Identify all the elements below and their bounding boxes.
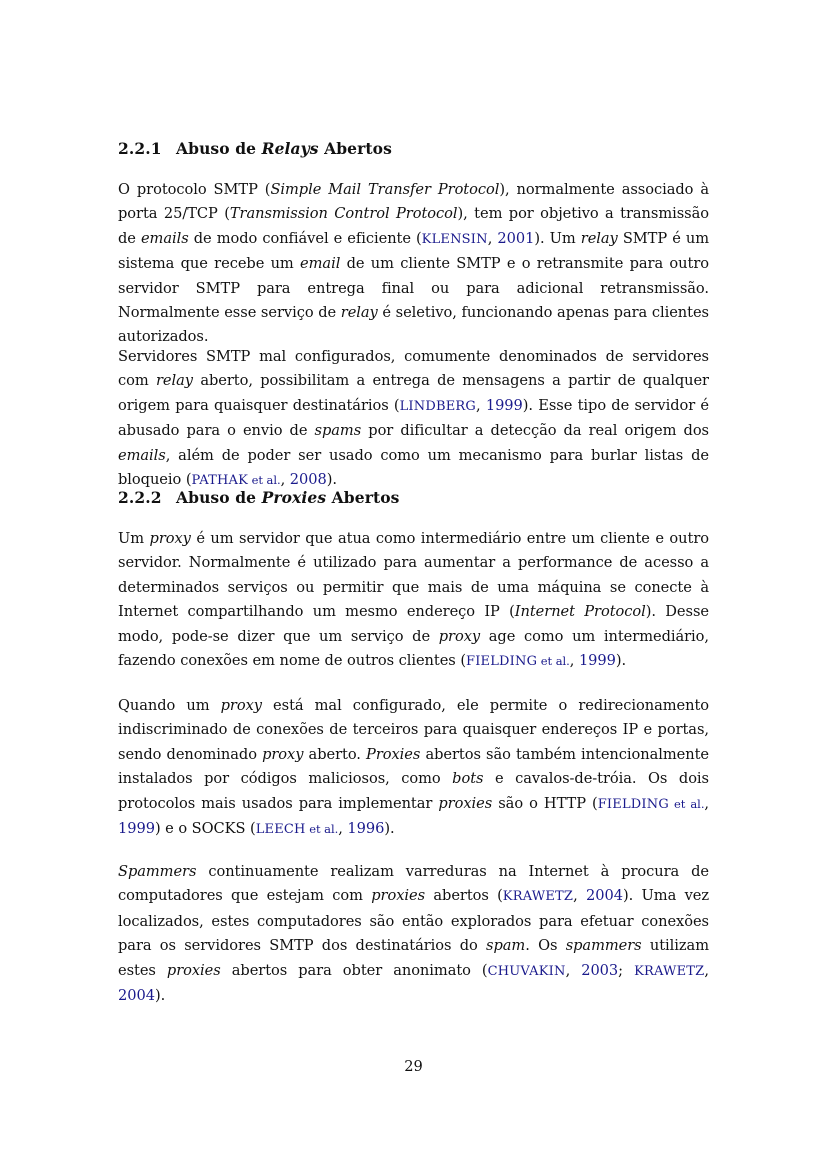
text: ). Uma vez localizados, estes computadores são então explorados para efetuar conexões para os servidores SMTP dos destinatários do [118,887,709,955]
citation-year[interactable]: 1999 [485,396,523,414]
text: de um cliente SMTP e o retransmite para outro servidor SMTP para entrega final ou para adicional retransmissão. Normalmente esse serviço de [118,255,709,322]
text-em: spams [314,422,362,440]
text-em: proxies [166,961,221,979]
section-title-part: Abuso de [176,488,262,507]
text-em: Spammers [118,863,197,880]
citation-chuvakin[interactable]: CHUVAKIN [487,963,566,979]
text-em: relay [156,372,193,390]
text-em: Proxies [366,745,421,763]
text-em: emails [118,446,166,464]
text: , [487,229,498,247]
text: aberto. [303,745,367,763]
citation-fielding[interactable]: FIELDING [597,796,669,812]
citation-leech[interactable]: LEECH [255,822,306,838]
text-em: Transmission Control Protocol [229,205,458,223]
citation-etal: et al. [668,796,705,811]
citation-year[interactable]: 2003 [581,961,619,979]
citation-klensin[interactable]: KLENSIN [421,231,488,247]
section-title-emphasis: Proxies [261,488,327,507]
text-em: Simple Mail Transfer Protocol [270,181,500,198]
text: utilizam estes [118,937,709,979]
section-title-part: Abertos [326,488,400,507]
text-em: proxies [438,794,493,812]
text: ). Um [534,229,581,247]
text: , além de poder ser usado como um mecanismo para burlar listas de bloqueio ( [118,446,709,489]
text-em: relay [580,229,618,247]
text: ). Desse modo, pode-se dizer que um serviço de [118,603,709,645]
text: ), tem por objetivo a transmissão de [118,205,709,247]
text: ). [384,820,395,838]
text: ). [154,987,166,1005]
paragraph-spammers [118,860,709,1008]
text-em: proxy [262,745,304,763]
text: SMTP é um sistema que recebe um [118,229,710,273]
text: , [565,961,582,979]
section-heading-2-2-1 [118,139,392,158]
section-number: 2.2.1 [118,139,162,158]
citation-krawetz[interactable]: KRAWETZ [502,889,574,905]
text: abertos para obter anonimato ( [220,961,488,979]
section-heading-2-2-2 [118,488,399,507]
text: está mal configurado, ele permite o redirecionamento indiscriminado de conexões de terceiros para quaisquer endereços IP e portas, sendo denominado [118,697,710,763]
text: por dificultar a detecção da real origem dos [361,422,709,440]
section-title-part: Abertos [318,139,392,158]
text: ). [615,652,627,670]
citation-krawetz[interactable]: KRAWETZ [634,963,705,979]
text: é um servidor que atua como intermediário entre um cliente e outro servidor. Normalmente é utilizado para aumentar a performance de acesso a determinados serviços ou permitir que mais de uma máquina se conecte à Internet compartilhando um mesmo endereço IP ( [118,530,709,621]
text: abertos são também intencionalmente instalados por códigos maliciosos, como [118,745,709,788]
citation-lindberg[interactable]: LINDBERG [399,398,476,414]
citation-year[interactable]: 2008 [289,471,327,489]
text: Servidores SMTP mal configurados, comumente denominados de servidores com [118,348,709,390]
text: ). [326,471,337,489]
text-em: bots [452,770,484,788]
text: de modo confiável e eficiente ( [188,229,422,247]
section-number: 2.2.2 [118,488,162,507]
text-em: spammers [565,937,642,955]
text-em: Internet Protocol [514,603,646,621]
text-em: emails [140,229,189,247]
text: , [704,961,709,979]
text: Quando um [118,697,221,714]
citation-year[interactable]: 1999 [578,652,616,670]
text: é seletivo, funcionando apenas para clientes autorizados. [118,304,709,346]
paragraph-open-proxy [118,694,709,842]
text: ). Esse tipo de servidor é abusado para o envio de [118,396,710,440]
text-em: spam [486,937,526,955]
citation-year[interactable]: 1999 [118,820,155,838]
text: . Os [525,937,566,955]
citation-year[interactable]: 2004 [118,987,155,1005]
text: , [338,820,348,838]
text: , [704,794,710,812]
text: ) e o SOCKS ( [154,820,256,838]
text: ), normalmente associado à porta 25/TCP ( [118,181,709,223]
citation-year[interactable]: 1996 [347,820,385,838]
text: , [475,396,486,414]
text-em: email [300,255,341,273]
text: abertos ( [425,887,503,905]
page-number: 29 [404,1058,423,1075]
text-em: proxy [149,530,191,547]
paragraph-smtp [118,178,709,350]
text-em: proxy [220,697,262,714]
citation-fielding[interactable]: FIELDING [465,654,538,670]
paragraph-open-relay [118,345,709,493]
text: são o HTTP ( [492,794,598,812]
citation-year[interactable]: 2004 [586,887,623,905]
text: , [280,471,290,489]
text-em: proxy [438,627,481,645]
text: e cavalos-de-tróia. Os dois protocolos mais usados para implementar [118,770,709,812]
text-em: proxies [371,887,426,905]
text: , [573,887,587,905]
section-title-part: Abuso de [176,139,262,158]
citation-pathak[interactable]: PATHAK [191,473,249,489]
citation-year[interactable]: 2001 [497,229,535,247]
paragraph-proxy [118,527,709,674]
section-title-emphasis: Relays [261,139,319,158]
text: O protocolo SMTP ( [118,181,271,198]
text: Um [118,530,150,547]
text: continuamente realizam varreduras na Internet à procura de computadores que estejam com [118,863,709,905]
citation-etal: et al. [248,473,281,488]
text: aberto, possibilitam a entrega de mensagens a partir de qualquer origem para quaisquer destinatários ( [118,372,709,414]
text: , [569,652,579,670]
text: age como um intermediário, fazendo conexões em nome de outros clientes ( [118,627,709,670]
text: ; [618,961,635,979]
text-em: relay [340,304,378,322]
citation-etal: et al. [305,822,339,837]
citation-etal: et al. [537,654,570,669]
